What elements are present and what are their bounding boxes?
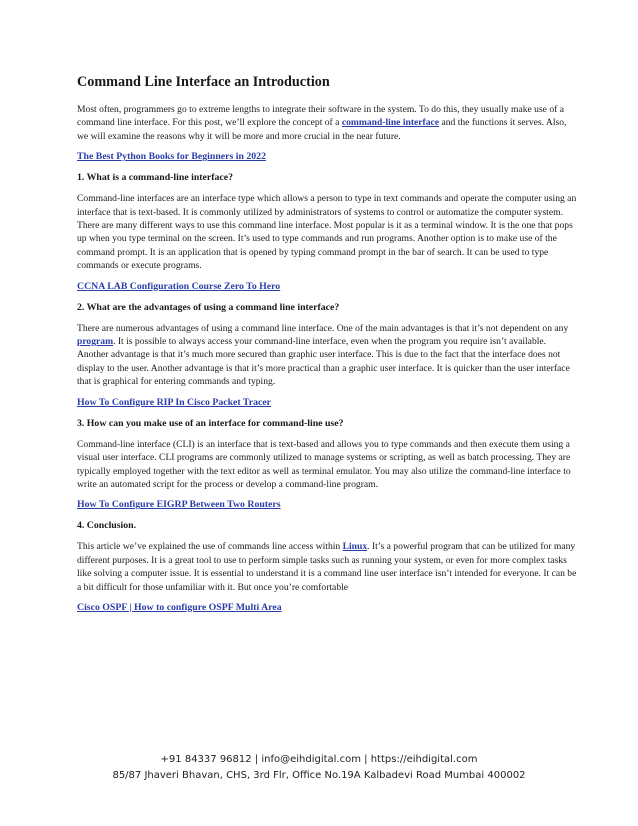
section-2-body xyxy=(77,322,578,389)
intro-text-before: Most often, programmers go to extreme lengths to integrate their software in the system. To do this, they usually make use of a command line interface. For this post, we’ll explore the concept of a xyxy=(77,104,564,129)
python-books-link[interactable]: The Best Python Books for Beginners in 2022 xyxy=(77,151,266,163)
command-line-interface-link[interactable]: command-line interface xyxy=(341,117,440,129)
footer-address: 85/87 Jhaveri Bhavan, CHS, 3rd Flr, Office No.19A Kalbadevi Road Mumbai 400002 xyxy=(112,770,526,781)
related-post-2 xyxy=(77,280,578,294)
section-4-body xyxy=(77,540,578,594)
ccna-lab-link[interactable]: CCNA LAB Configuration Course Zero To Hero xyxy=(77,280,281,292)
section-2-heading: 2. What are the advantages of using a command line interface? xyxy=(77,301,340,313)
related-post-4 xyxy=(77,498,578,512)
section-1-heading: 1. What is a command-line interface? xyxy=(77,172,234,184)
related-post-1 xyxy=(77,150,578,164)
intro-text-after: and the functions it serves. Also, we will examine the reasons why it will be more and more crucial in the near future. xyxy=(77,117,567,142)
related-post-3 xyxy=(77,396,578,410)
intro-paragraph xyxy=(77,103,578,143)
section-1-body: Command-line interfaces are an interface type which allows a person to type in text commands and operate the computer using an interface that is text-based. It is commonly utilized by administrators of systems to control or automatize the computer system. There are many different ways to use this command line interface. Most popular is it as a terminal window. It is the one that pops up when you type terminal on the screen. It’s used to type commands and run programs. Another option is to make use of the command prompt. It is an application that is opened by typing command prompt in the bar of search. It can be used to type commands or execute programs. xyxy=(77,193,577,272)
linux-link[interactable]: Linux xyxy=(342,541,368,553)
related-post-5 xyxy=(77,601,578,615)
ospf-multi-area-link[interactable]: Cisco OSPF | How to configure OSPF Multi Area xyxy=(77,601,282,613)
section-4-text-before: This article we’ve explained the use of commands line access within xyxy=(77,541,343,553)
eigrp-routers-link[interactable]: How To Configure EIGRP Between Two Routers xyxy=(77,499,281,511)
section-4-text-after: . It’s a powerful program that can be utilized for many different purposes. It is a great tool to use to perform simple tasks such as running your system, or even for more complex tasks like solving a computer issue. It is essential to understand it is a command line user interface isn’t intended for everyone. It can be a bit difficult for those unfamiliar with it. But once you’re comfortable xyxy=(77,541,577,593)
section-3-heading: 3. How can you make use of an interface for command-line use? xyxy=(77,417,344,429)
rip-cisco-link[interactable]: How To Configure RIP In Cisco Packet Tracer xyxy=(77,396,272,408)
section-2-text-after: . It is possible to always access your command-line interface, even when the program you require isn’t available. Another advantage is that it’s much more secured than graphic user interface. This is due to the fact that the interface does not display to the user. Another advantage is that it’s more practical than a graphic user interface. It is quicker than the user interface that is graphical for entering commands and typing. xyxy=(77,336,570,388)
section-4-heading: 4. Conclusion. xyxy=(77,520,137,532)
section-3-body: Command-line interface (CLI) is an interface that is text-based and allows you to type commands and then execute them using a visual user interface. CLI programs are commonly utilized to manage systems or scripting, as well as batch processing. They are typically employed together with the text editor as well as terminal emulator. You may also utilize the command-line interface to write an automated script for the process or develop a command-line program. xyxy=(77,438,571,490)
footer-contact: +91 84337 96812 | info@eihdigital.com | https://eihdigital.com xyxy=(160,754,478,765)
program-link[interactable]: program xyxy=(77,336,114,348)
page-footer xyxy=(0,752,638,784)
section-2-text-before: There are numerous advantages of using a command line interface. One of the main advantages is that it’s not dependent on any xyxy=(77,322,569,334)
page-title: Command Line Interface an Introduction xyxy=(77,74,330,90)
